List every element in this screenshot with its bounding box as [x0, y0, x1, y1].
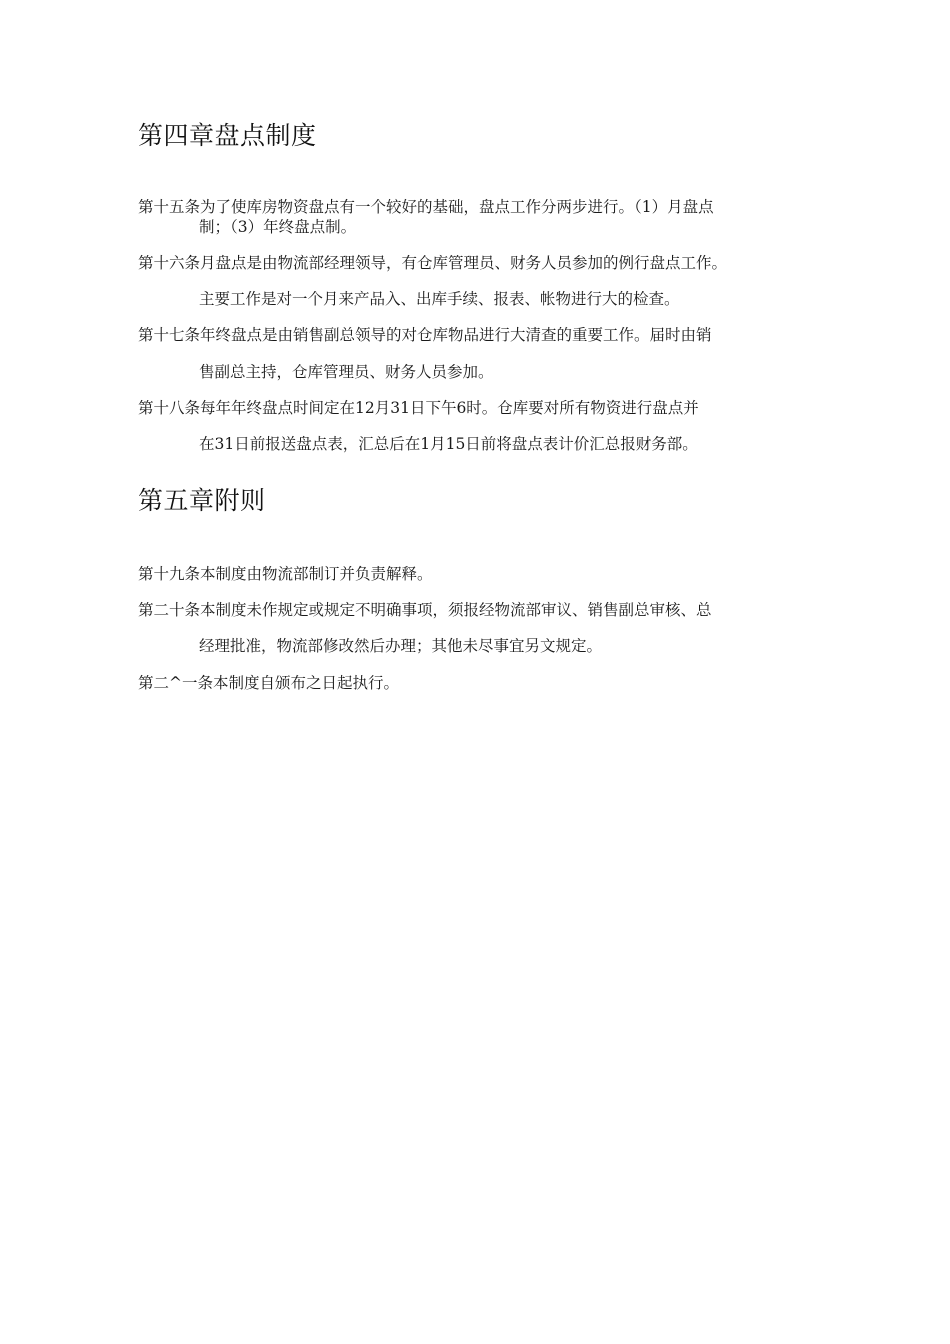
article-17-line-2: 售副总主持，仓库管理员、财务人员参加。 — [199, 363, 494, 381]
article-19-line-1: 第十九条本制度由物流部制订并负责解释。 — [138, 565, 433, 583]
article-18-line-2: 在31日前报送盘点表，汇总后在1月15日前将盘点表计价汇总报财务部。 — [199, 435, 698, 453]
chapter-4-heading: 第四章盘点制度 — [138, 121, 317, 150]
article-15-line-2: 制；（3）年终盘点制。 — [199, 218, 357, 236]
article-20-line-1: 第二十条本制度未作规定或规定不明确事项，须报经物流部审议、销售副总审核、总 — [138, 601, 712, 619]
article-16-line-1: 第十六条月盘点是由物流部经理领导，有仓库管理员、财务人员参加的例行盘点工作。 — [138, 254, 728, 272]
chapter-5-heading: 第五章附则 — [138, 486, 266, 515]
article-17-line-1: 第十七条年终盘点是由销售副总领导的对仓库物品进行大清查的重要工作。届时由销 — [138, 326, 712, 344]
article-16-line-2: 主要工作是对一个月来产品入、出库手续、报表、帐物进行大的检查。 — [199, 290, 680, 308]
article-21-line-1: 第二^一条本制度自颁布之日起执行。 — [138, 674, 399, 692]
article-20-line-2: 经理批准，物流部修改然后办理；其他未尽事宜另文规定。 — [199, 637, 603, 655]
article-15-line-1: 第十五条为了使库房物资盘点有一个较好的基础，盘点工作分两步进行。（1）月盘点 — [138, 198, 714, 216]
article-18-line-1: 第十八条每年年终盘点时间定在12月31日下午6时。仓库要对所有物资进行盘点并 — [138, 399, 699, 417]
